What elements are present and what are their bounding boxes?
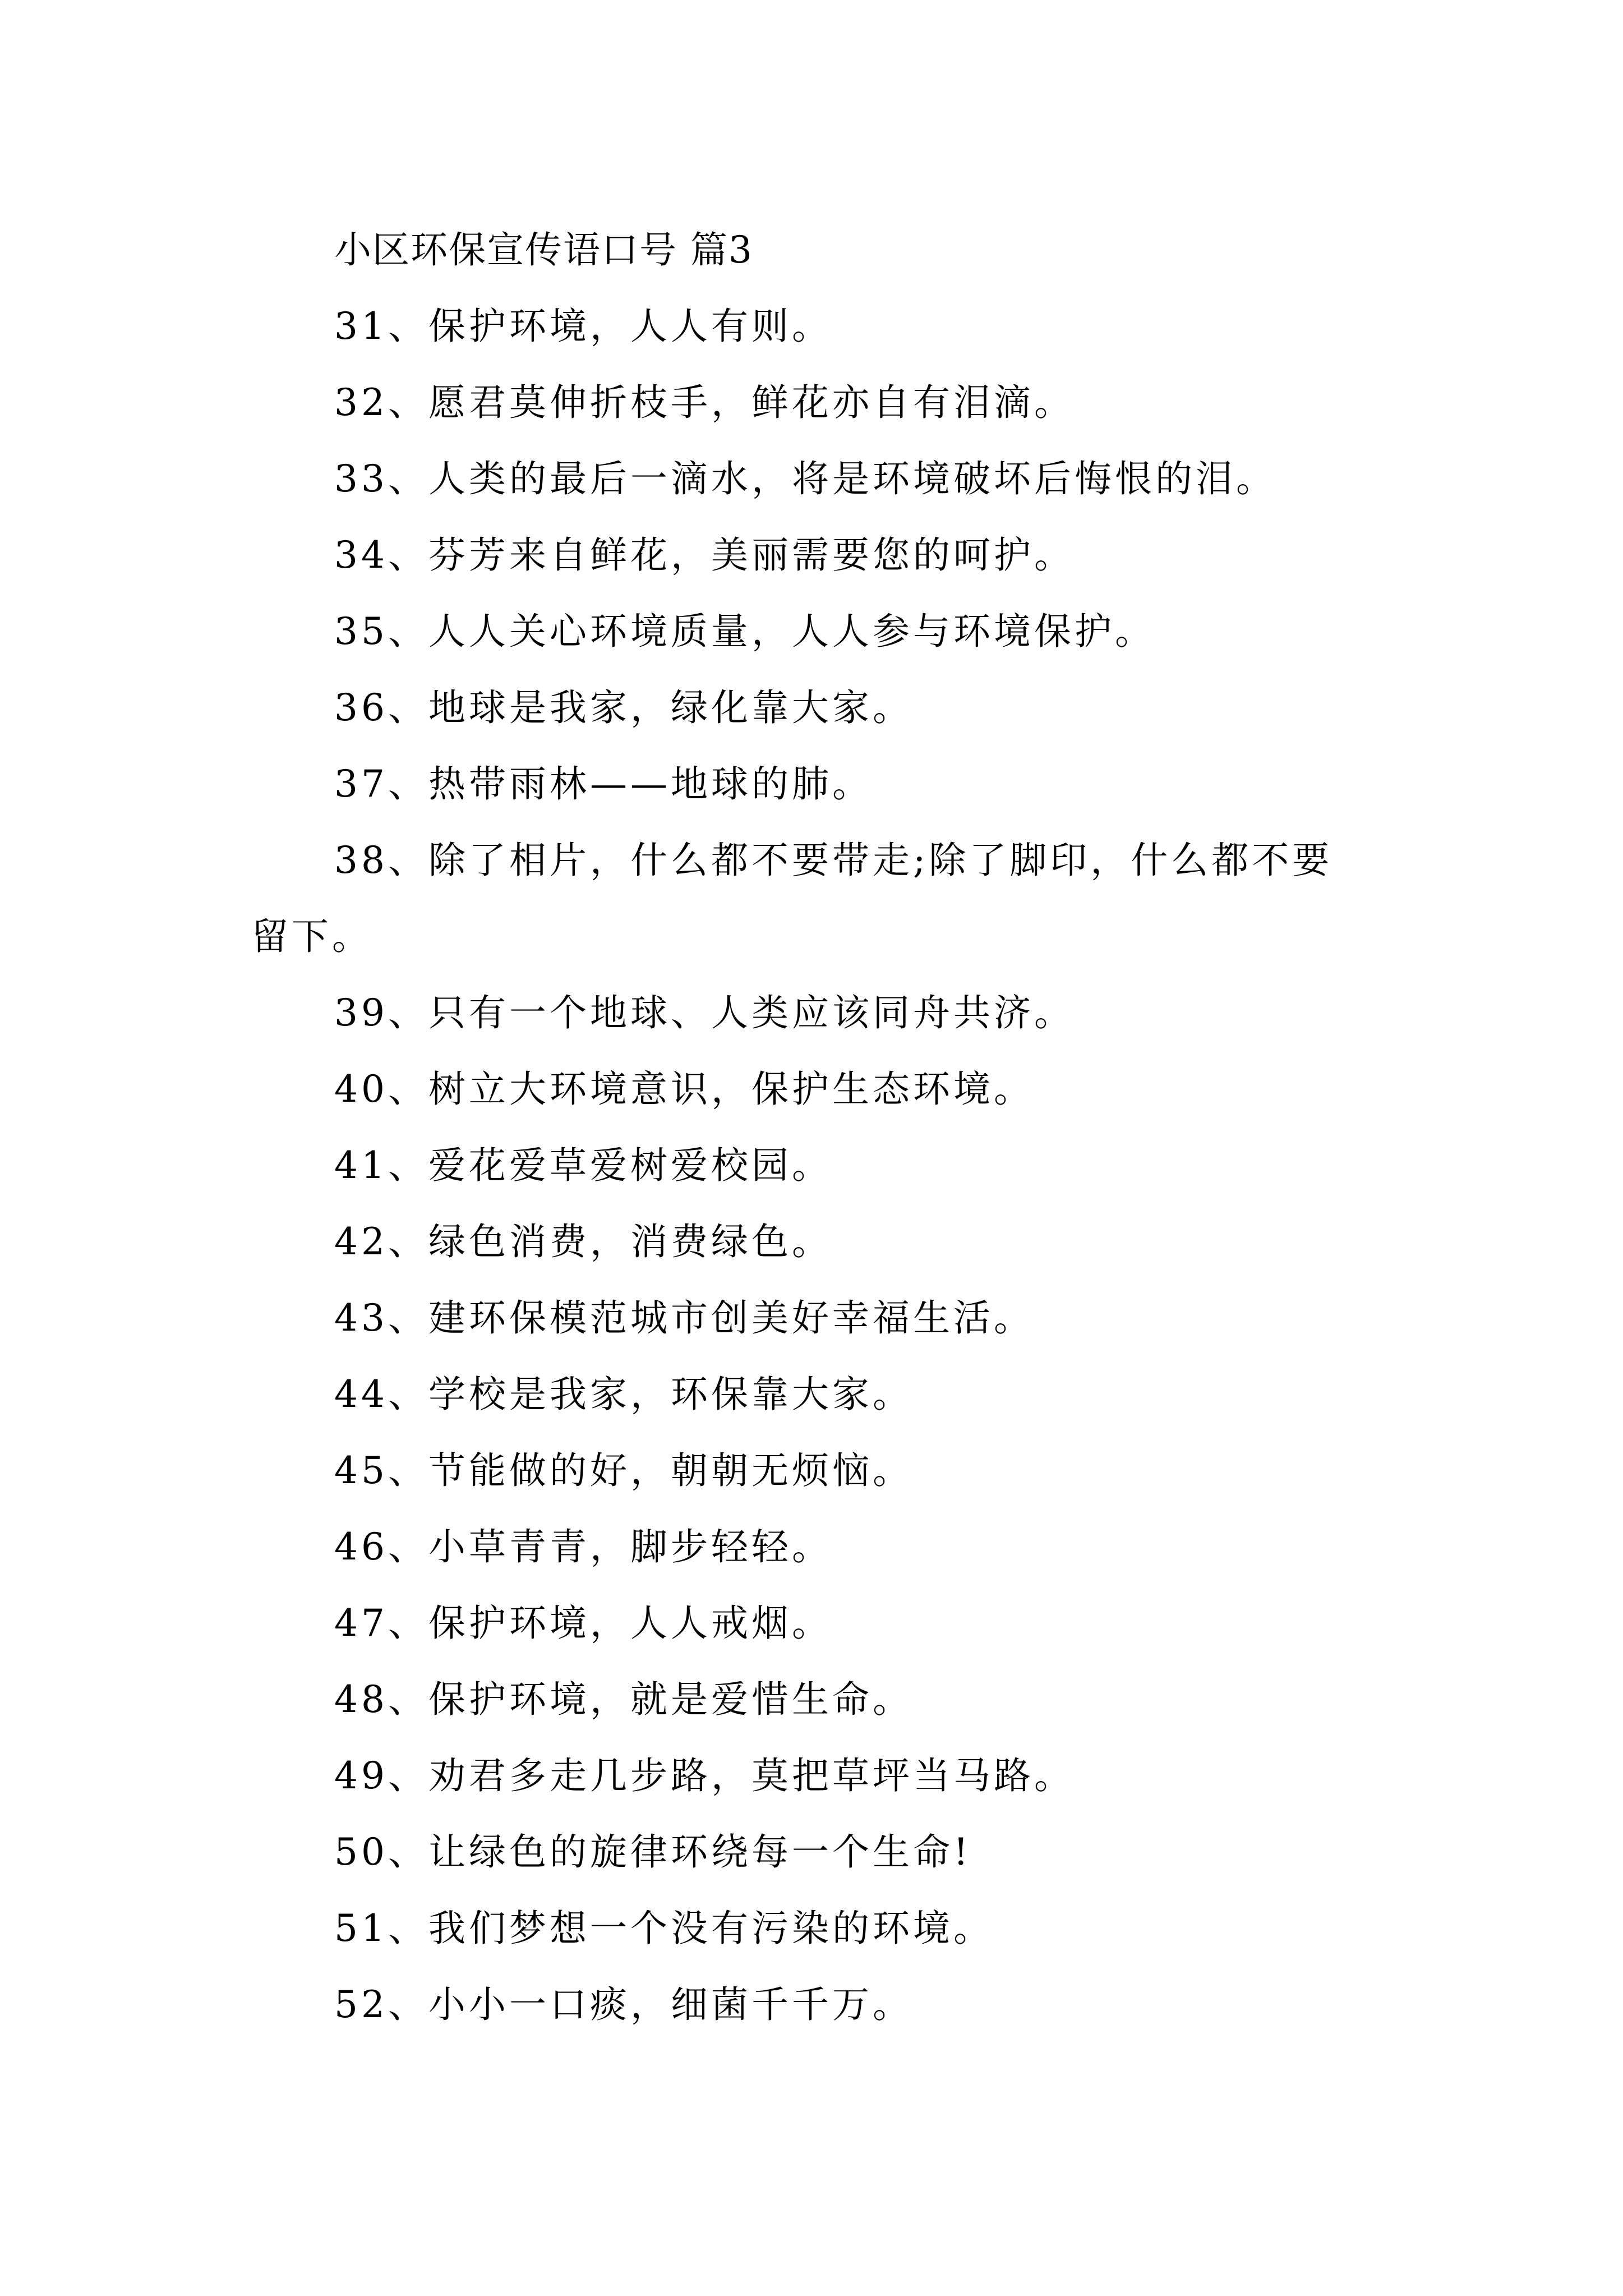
slogan-item-39: 39、只有一个地球、人类应该同舟共济。 (334, 991, 1075, 1034)
slogan-item-34: 34、芬芳来自鲜花，美丽需要您的呵护。 (334, 533, 1075, 577)
slogan-item-50: 50、让绿色的旋律环绕每一个生命! (334, 1830, 972, 1874)
slogan-item-51: 51、我们梦想一个没有污染的环境。 (334, 1907, 994, 1950)
slogan-item-52: 52、小小一口痰，细菌千千万。 (334, 1983, 913, 2026)
slogan-item-41: 41、爱花爱草爱树爱校园。 (334, 1144, 832, 1187)
slogan-item-43: 43、建环保模范城市创美好幸福生活。 (334, 1296, 1034, 1340)
slogan-item-49: 49、劝君多走几步路，莫把草坪当马路。 (334, 1754, 1075, 1797)
slogan-item-48: 48、保护环境，就是爱惜生命。 (334, 1678, 913, 1721)
slogan-item-31: 31、保护环境，人人有则。 (334, 305, 832, 348)
slogan-item-37: 37、热带雨林——地球的肺。 (334, 762, 873, 806)
slogan-item-42: 42、绿色消费，消费绿色。 (334, 1220, 832, 1263)
slogan-item-32: 32、愿君莫伸折枝手，鲜花亦自有泪滴。 (334, 381, 1075, 424)
slogan-item-33: 33、人类的最后一滴水，将是环境破坏后悔恨的泪。 (334, 457, 1276, 500)
document-body (251, 212, 1373, 2043)
slogan-item-45: 45、节能做的好，朝朝无烦恼。 (334, 1449, 913, 1492)
slogan-item-36: 36、地球是我家，绿化靠大家。 (334, 686, 913, 729)
slogan-item-44: 44、学校是我家，环保靠大家。 (334, 1373, 913, 1416)
slogan-item-38: 38、除了相片，什么都不要带走;除了脚印，什么都不要留下。 (251, 839, 1333, 958)
slogan-item-40: 40、树立大环境意识，保护生态环境。 (334, 1068, 1034, 1111)
slogan-item-47: 47、保护环境，人人戒烟。 (334, 1602, 832, 1645)
section-heading: 小区环保宣传语口号 篇3 (334, 228, 753, 272)
slogan-item-35: 35、人人关心环境质量，人人参与环境保护。 (334, 610, 1155, 653)
slogan-item-46: 46、小草青青，脚步轻轻。 (334, 1525, 832, 1568)
